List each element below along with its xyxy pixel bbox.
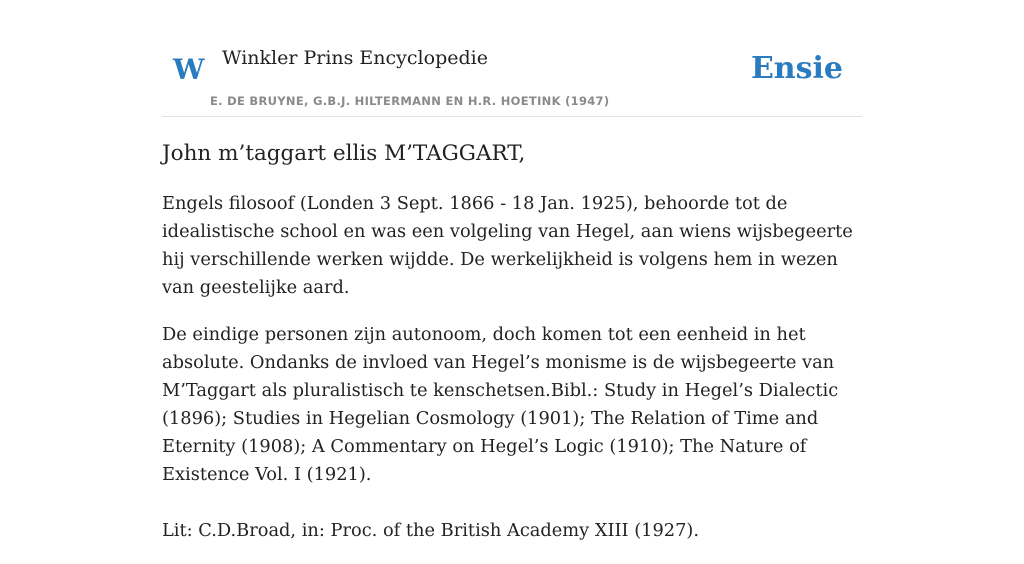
publication-logo[interactable]: W	[173, 53, 205, 86]
entry-title: John m’taggart ellis M’TAGGART,	[162, 141, 526, 166]
publication-title-link[interactable]: Winkler Prins Encyclopedie	[222, 47, 488, 69]
entry-paragraph: Engels filosoof (Londen 3 Sept. 1866 - 18 Jan. 1925), behoorde tot de idealistische school en was een volgeling van Hegel, aan wiens wijsbegeerte hij verschillende werken wijdde. De werkelijkheid is volgens hem in wezen van geestelijke aard.	[162, 193, 853, 298]
site-header	[162, 0, 862, 117]
ensie-brand-logo[interactable]: Ensie	[750, 51, 843, 86]
entry-content	[162, 138, 862, 564]
publication-authors: E. DE BRUYNE, G.B.J. HILTERMANN EN H.R. HOETINK (1947)	[210, 94, 610, 108]
entry-literature: Lit: C.D.Broad, in: Proc. of the British Academy XIII (1927).	[162, 520, 700, 541]
entry-paragraph: De eindige personen zijn autonoom, doch komen tot een eenheid in het absolute. Ondanks de invloed van Hegel’s monisme is de wijsbegeerte van M’Taggart als pluralistisch te kenschetsen.Bibl.: Study in Hegel’s Dialectic (1896); Studies in Hegelian Cosmology (1901); The Relation of Time and Eternity (1908); A Commentary on Hegel’s Logic (1910); The Nature of Existence Vol. I (1921).	[162, 324, 839, 485]
